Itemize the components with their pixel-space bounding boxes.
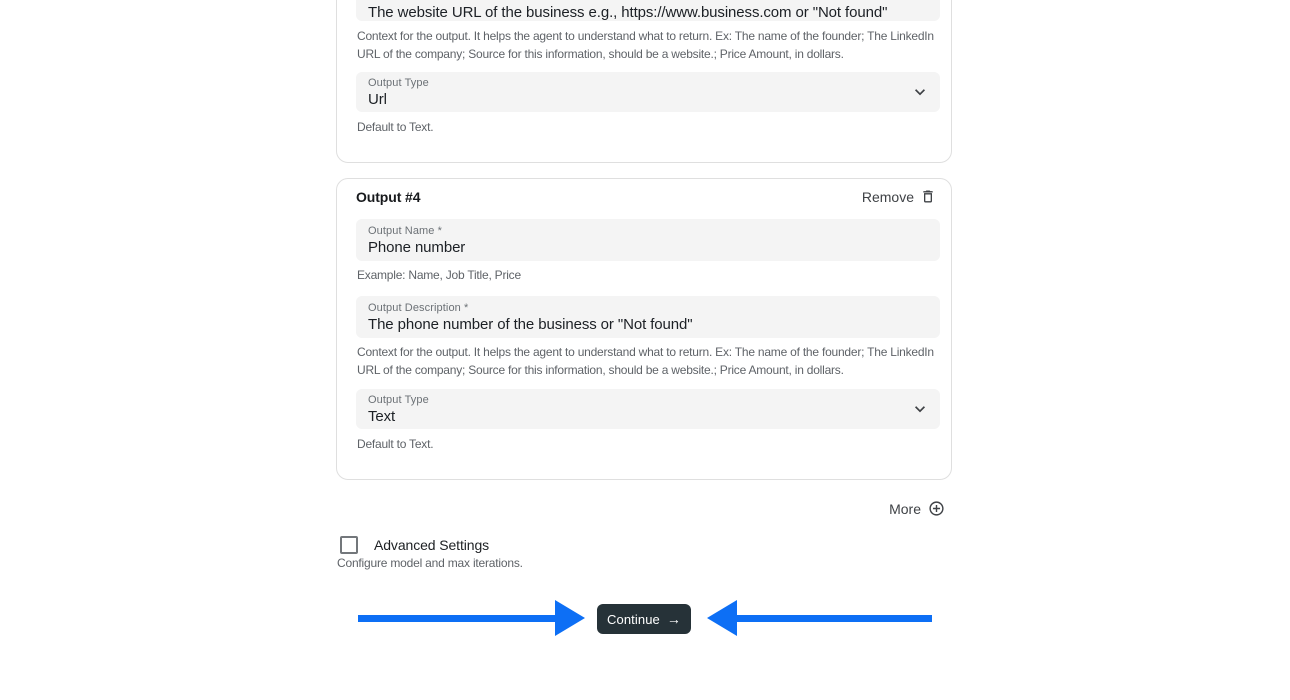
- output-type-helper: Default to Text.: [357, 120, 434, 134]
- continue-button-label: Continue: [607, 611, 660, 627]
- previous-output-card: [336, 0, 952, 163]
- output-description-helper: Context for the output. It helps the agent to understand what to return. Ex: The name of the founder; The LinkedIn URL of the company; Source for this information, should be a website.; Price Amount, in dollars.: [357, 29, 934, 61]
- chevron-down-icon: [910, 82, 930, 102]
- output-type-select[interactable]: [356, 389, 940, 429]
- add-circle-icon: [928, 500, 945, 517]
- left-annotation-arrow-head: [555, 600, 585, 636]
- output-4-header: [356, 188, 936, 205]
- remove-button[interactable]: [862, 188, 936, 205]
- output-type-value: Text: [368, 408, 396, 425]
- left-annotation-arrow-shaft: [358, 615, 555, 622]
- more-button[interactable]: [889, 500, 945, 517]
- output-description-helper: Context for the output. It helps the agent to understand what to return. Ex: The name of the founder; The LinkedIn URL of the company; Source for this information, should be a website.; Price Amount, in dollars.: [357, 345, 934, 377]
- output-4-card: [336, 178, 952, 480]
- trash-icon: [920, 188, 936, 205]
- advanced-settings-label: Advanced Settings: [374, 537, 490, 553]
- output-type-label: Output Type: [368, 394, 429, 406]
- output-name-label: Output Name *: [368, 225, 443, 237]
- output-description-input[interactable]: [356, 0, 940, 21]
- output-description-label: Output Description *: [368, 302, 469, 314]
- output-name-helper: Example: Name, Job Title, Price: [357, 268, 521, 282]
- output-description-input[interactable]: [356, 296, 940, 338]
- output-description-value: The website URL of the business e.g., https://www.business.com or "Not found": [368, 4, 888, 21]
- output-description-value: The phone number of the business or "Not found": [368, 316, 693, 333]
- output-name-input[interactable]: [356, 219, 940, 261]
- right-annotation-arrow-shaft: [737, 615, 932, 622]
- output-type-label: Output Type: [368, 77, 429, 89]
- advanced-settings-helper: Configure model and max iterations.: [337, 556, 523, 570]
- output-name-value: Phone number: [368, 239, 466, 256]
- arrow-right-icon: →: [666, 611, 681, 627]
- output-type-value: Url: [368, 91, 387, 108]
- chevron-down-icon: [910, 399, 930, 419]
- remove-button-label: Remove: [861, 188, 914, 205]
- output-type-select[interactable]: [356, 72, 940, 112]
- continue-button[interactable]: [597, 604, 691, 634]
- output-type-helper: Default to Text.: [357, 437, 434, 451]
- card-title: Output #4: [356, 188, 421, 205]
- more-button-label: More: [889, 500, 921, 517]
- right-annotation-arrow-head: [707, 600, 737, 636]
- advanced-settings-checkbox[interactable]: [340, 536, 358, 554]
